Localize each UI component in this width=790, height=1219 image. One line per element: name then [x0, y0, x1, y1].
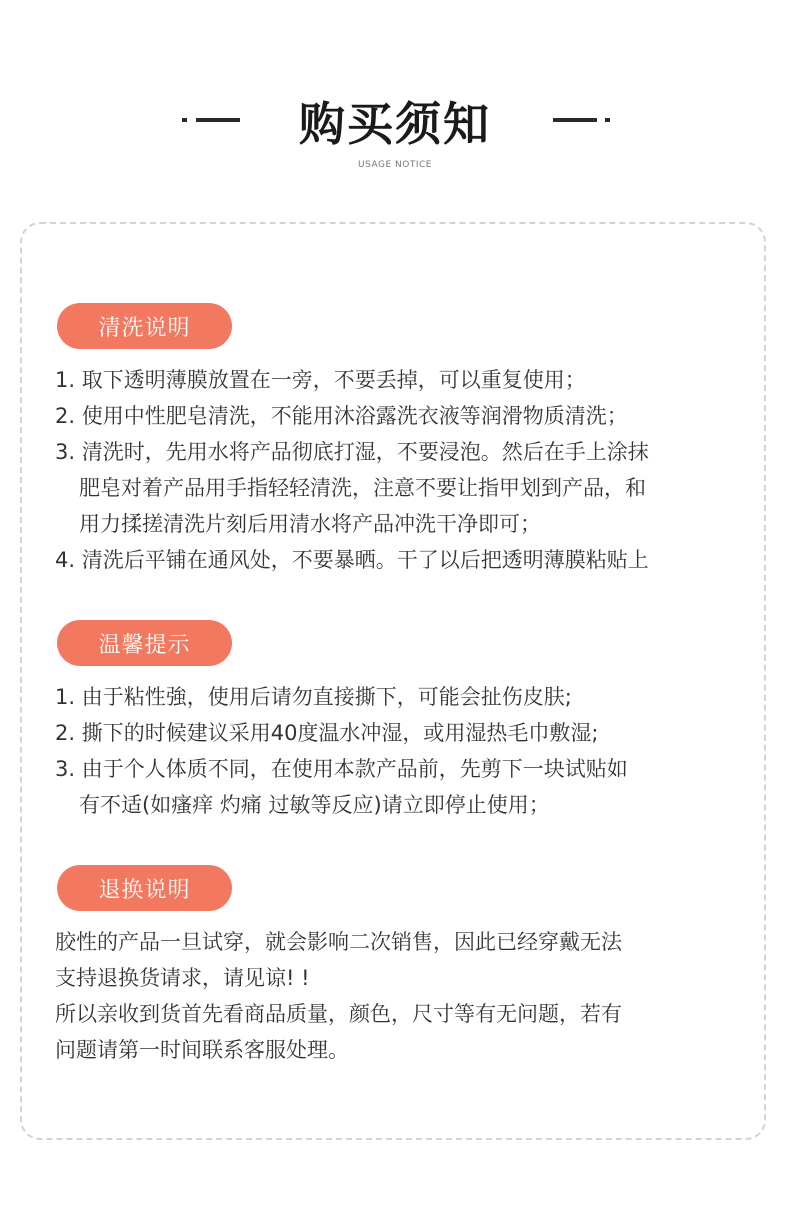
section-body-returns: [55, 924, 755, 1068]
list-item-continuation: 用力揉搓清洗片刻后用清水将产品冲洗干净即可；: [79, 512, 541, 536]
header: [0, 0, 790, 200]
list-item: 3. 清洗时，先用水将产品彻底打湿，不要浸泡。然后在手上涂抹: [55, 440, 649, 464]
page-subtitle: USAGE NOTICE: [358, 160, 432, 170]
section-body-cleaning: [55, 362, 755, 578]
page-title: 购买须知: [299, 97, 491, 151]
list-item: 3. 由于个人体质不同，在使用本款产品前，先剪下一块试贴如: [55, 757, 628, 781]
section-heading-cleaning: 清洗说明: [57, 303, 232, 349]
list-item-continuation: 肥皂对着产品用手指轻轻清洗，注意不要让指甲划到产品，和: [79, 476, 646, 500]
paragraph-line: 所以亲收到货首先看商品质量，颜色，尺寸等有无问题，若有: [55, 1002, 622, 1026]
paragraph-line: 胶性的产品一旦试穿，就会影响二次销售，因此已经穿戴无法: [55, 930, 622, 954]
list-item: 2. 撕下的时候建议采用40度温水冲湿，或用湿热毛巾敷湿;: [55, 721, 599, 745]
section-body-tips: [55, 679, 755, 823]
paragraph-line: 支持退换货请求，请见谅! !: [55, 966, 310, 990]
list-item: 1. 由于粘性強，使用后请勿直接撕下，可能会扯伤皮肤;: [55, 685, 572, 709]
list-item: 4. 清洗后平铺在通风处，不要暴晒。干了以后把透明薄膜粘贴上: [55, 548, 649, 572]
list-item-continuation: 有不适(如瘙痒 灼痛 过敏等反应)请立即停止使用；: [79, 793, 550, 817]
section-heading-tips: 温馨提示: [57, 620, 232, 666]
list-item: 2. 使用中性肥皂清洗，不能用沐浴露洗衣液等润滑物质清洗；: [55, 404, 628, 428]
list-item: 1. 取下透明薄膜放置在一旁，不要丢掉，可以重复使用；: [55, 368, 586, 392]
section-heading-returns: 退换说明: [57, 865, 232, 911]
paragraph-line: 问题请第一时间联系客服处理。: [55, 1038, 349, 1062]
